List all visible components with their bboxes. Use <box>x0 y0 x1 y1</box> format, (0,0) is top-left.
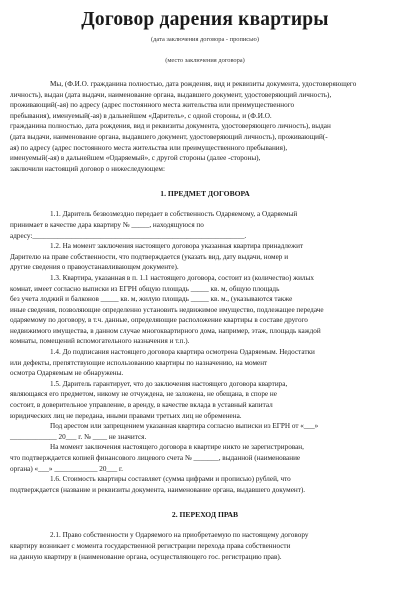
preamble-line: ая) по адресу (адрес постоянного места жительства или преимущественного пребывания), <box>10 143 288 152</box>
clause-line: Под арестом или запрещением указанная квартира согласно выписки из ЕГРН от «___» <box>50 422 319 431</box>
clause-line: Дарителю на праве собственности, что подтверждается (указать вид, дату выдачи, номер и <box>10 252 289 261</box>
clause-line: иные сведения, позволяющие определенно установить недвижимое имущество, подлежащее передаче <box>10 305 324 314</box>
preamble-line: (дата выдачи, наименование органа, выдавшего документ, удостоверяющий личность), проживающий(- <box>10 132 328 141</box>
clause-line: адресу:___________________________________________________________. <box>10 231 247 240</box>
preamble-line: именуемый(-ая) в дальнейшем «Одаряемый», с другой стороны (далее -стороны), <box>10 154 261 163</box>
clause-line: что подтверждается копией финансового лицевого счета № _______, выданной (наименование <box>10 454 301 462</box>
clause-line: подтверждается (название и реквизиты документа, наименование органа, выдавшего документ). <box>10 485 306 494</box>
preamble <box>10 79 400 174</box>
clause-line: 1.2. На момент заключения настоящего договора указанная квартира принадлежит <box>50 242 304 251</box>
preamble-line: пребывания), именуемый(-ая) в дальнейшем «Даритель», с одной стороны, и (Ф.И.О. <box>10 111 272 120</box>
clause-line: на данную квартиру в (наименование органа, осуществляющего гос. регистрацию прав). <box>10 552 282 561</box>
section-1-body <box>10 209 400 495</box>
clause-line: 1.5. Даритель гарантирует, что до заключения настоящего договора квартира, <box>50 379 288 388</box>
section-2-heading: 2. ПЕРЕХОД ПРАВ <box>171 510 239 520</box>
clause-line: 1.4. До подписания настоящего договора квартира осмотрена Одаряемым. Недостатки <box>50 348 315 357</box>
clause-line: недвижимого имущества, в данном случае многоквартирного дома, например, этаж, площадь каждой <box>10 326 321 335</box>
clause-line: органа) «___» ____________ 20___ г. <box>10 464 123 473</box>
document-title: Договор дарения квартиры <box>81 9 329 30</box>
clause-line: 1.6. Стоимость квартиры составляет (сумма цифрами и прописью) рублей, что <box>50 475 291 484</box>
section-2-body <box>10 530 400 562</box>
section-1-heading: 1. ПРЕДМЕТ ДОГОВОРА <box>160 189 250 199</box>
clause-line: состоит, в доверительное управление, в аренду, в качестве вклада в уставный капитал <box>10 401 273 410</box>
place-note: (место заключения договора) <box>165 57 245 64</box>
clause-line: комнат, имеет согласно выписки из ЕГРН общую площадь _____ кв. м, общую площадь <box>10 284 280 293</box>
clause-line: На момент заключения настоящего договора в квартире никто не зарегистрирован, <box>50 443 304 452</box>
clause-line: одаряемому по договору, в т.ч. данные, определяющие расположение квартиры в составе другого <box>10 316 308 325</box>
clause-line: или дефекты, препятствующие использованию квартиры по назначению, на момент <box>10 358 268 367</box>
clause-line: 1.1. Даритель безвозмездно передает в собственность Одаряемому, а Одаряемый <box>50 210 298 219</box>
clause-line: без учета лоджий и балконов _____ кв. м, жилую площадь _____ кв. м., (указываются также <box>10 295 293 304</box>
clause-line: другие сведения о правоустанавливающем документе). <box>10 263 179 272</box>
clause-line: квартиру возникает с момента государственной регистрации перехода права собственности <box>10 541 291 550</box>
clause-line: комнаты, помещений вспомогательного назначения и т.п.). <box>10 337 190 346</box>
preamble-line: гражданина полностью, дата рождения, вид и реквизиты документа, удостоверяющего личность), выдан <box>10 122 331 131</box>
clause-line: _____________ 20___ г. № ____ не значится. <box>10 432 147 441</box>
clause-line: осмотра Одаряемым не обнаружены. <box>10 369 124 378</box>
clause-line: 2.1. Право собственности у Одаряемого на приобретаемую по настоящему договору <box>50 531 309 540</box>
clause-line: 1.3. Квартира, указанная в п. 1.1 настоящего договора, состоит из (количество) жилых <box>50 273 314 282</box>
preamble-line: проживающий(-ая) по адресу (адрес постоянного места жительства или преимущественного <box>10 101 295 110</box>
clause-line: принимает в качестве дара квартиру № _____, находящуюся по <box>10 220 204 229</box>
preamble-line: Мы, (Ф.И.О. гражданина полностью, дата рождения, вид и реквизиты документа, удостоверяющего <box>50 80 357 88</box>
clause-line: юридических лиц не передана, иными правами третьих лиц не обременена. <box>10 411 242 420</box>
clause-line: являющаяся его предметом, никому не отчуждена, не заложена, не обещана, в споре не <box>10 390 277 399</box>
date-note: (дата заключения договора - прописью) <box>151 36 259 43</box>
preamble-line: личность), выдан (дата выдачи, наименование органа, выдавшего документ, удостоверяющий личность), <box>10 90 332 99</box>
preamble-line: заключили настоящий договор о нижеследующем: <box>10 164 165 173</box>
